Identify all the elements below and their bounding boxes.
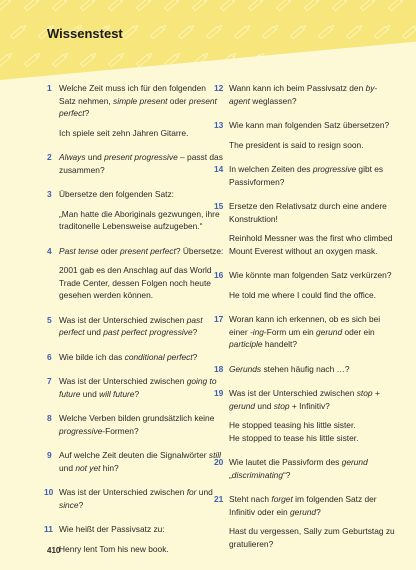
question-7 [47,375,225,400]
question-2 [47,151,225,176]
question-text: Auf welche Zeit deuten die Signalwörter still und not yet hin? [59,450,222,473]
pencil-icon [389,0,405,11]
question-text: Was ist der Unterschied zwischen for und since? [59,487,213,510]
pencil-icon [137,0,153,11]
question-10 [44,486,225,511]
pencil-icon [165,0,181,11]
question-number: 5 [47,314,52,325]
pencil-icon [305,52,321,67]
question-example: He told me where I could find the office. [229,289,376,300]
page-title: Wissenstest [47,26,123,41]
question-13 [214,119,395,151]
question-example: Reinhold Messner was the first who climbed Mount Everest without an oxygen mask. [229,233,393,256]
question-11 [44,523,225,555]
pencil-icon [361,0,377,11]
question-number: 12 [214,83,224,93]
question-number: 9 [47,450,52,460]
pencil-icon [389,52,405,67]
pencil-icon [193,0,209,11]
pencil-icon [347,24,363,39]
pencil-icon [81,0,97,11]
pencil-icon [0,52,13,67]
pencil-icon [11,24,27,39]
question-number: 4 [47,245,52,256]
pencil-icon [333,52,349,67]
question-number: 6 [47,351,52,362]
question-12 [214,82,395,107]
question-number: 21 [214,494,224,504]
question-4 [47,245,225,302]
pencil-icon [81,52,97,67]
question-number: 14 [214,164,224,174]
question-text: Welche Zeit muss ich für den folgenden Satz nehmen, simple present oder present perfect? [59,83,217,118]
pencil-icon [193,52,209,67]
pencil-icon [263,24,279,39]
question-text: Wie bilde ich das conditional perfect? [59,351,198,362]
question-text: Always und present progressive – passt das zusammen? [59,152,223,175]
question-text: Was ist der Unterschied zwischen going to future und will future? [59,376,217,399]
question-text: Past tense oder present perfect? Übersetze: [59,245,224,256]
question-example: 2001 gab es den Anschlag auf das World Trade Center, dessen Folgen noch heute gesehen werden können. [59,265,212,300]
pencil-icon [221,52,237,67]
question-column-right [214,82,395,550]
question-number: 16 [214,270,224,280]
question-text: Welche Verben bilden grundsätzlich keine progressive-Formen? [59,413,215,436]
question-number: 19 [214,388,224,398]
question-21 [214,493,395,550]
question-3 [47,188,225,233]
question-number: 15 [214,201,224,211]
question-text: Wie heißt der Passivsatz zu: [59,524,165,534]
question-text: Woran kann ich erkennen, ob es sich bei einer -ing-Form um ein gerund oder ein participle handelt? [229,314,381,349]
pencil-icon [375,24,391,39]
question-number: 20 [214,457,224,467]
question-text: Was ist der Unterschied zwischen past perfect und past perfect progressive? [59,314,203,337]
question-17 [214,313,395,351]
pencil-icon [137,52,153,67]
question-number: 18 [214,363,224,374]
pencil-icon [235,24,251,39]
question-18 [214,363,395,376]
question-text: Wie kann man folgenden Satz übersetzen? [229,120,390,130]
pencil-icon [319,24,335,39]
pencil-icon [179,24,195,39]
question-text: Gerunds stehen häufig nach …? [229,363,350,374]
pencil-icon [305,0,321,11]
pencil-icon [249,0,265,11]
question-16 [214,269,395,301]
question-number: 10 [44,487,54,497]
pencil-icon [53,0,69,11]
question-8 [47,412,225,437]
question-example: Ich spiele seit zehn Jahren Gitarre. [59,127,189,138]
question-text: Steht nach forget im folgenden Satz der Infinitiv oder ein gerund? [229,494,377,517]
question-number: 1 [47,83,52,93]
pencil-icon [361,52,377,67]
question-number: 11 [44,524,53,534]
pencil-icon [249,52,265,67]
pencil-icon [277,52,293,67]
question-text: Wann kann ich beim Passivsatz den by-agent weglassen? [229,83,378,106]
question-19 [214,387,395,444]
question-number: 17 [214,314,224,324]
question-number: 3 [47,189,52,199]
question-14 [214,163,395,188]
page-number: 410 [47,546,61,555]
question-example: The president is said to resign soon. [229,139,364,150]
pencil-icon [333,0,349,11]
pencil-icon [0,0,13,11]
question-number: 7 [47,376,52,386]
pencil-icon [207,24,223,39]
pencil-icon [277,0,293,11]
question-20 [214,456,395,481]
question-example: Hast du vergessen, Sally zum Geburtstag zu gratulieren? [229,526,395,549]
pencil-icon [151,24,167,39]
question-6 [47,351,225,364]
question-example: He stopped teasing his little sister. He stopped to tease his little sister. [229,420,359,443]
question-column-left [44,82,225,555]
question-text: Wie lautet die Passivform des gerund „discriminating“? [229,457,368,480]
question-text: In welchen Zeiten des progressive gibt es Passivformen? [229,164,384,187]
question-example: „Man hatte die Aboriginals gezwungen, ihre traditonelle Lebensweise aufzugeben.“ [59,208,220,231]
question-number: 13 [214,120,224,130]
question-text: Ersetze den Relativsatz durch eine andere Konstruktion! [229,201,387,224]
question-1 [47,82,225,139]
question-number: 2 [47,152,52,162]
pencil-icon [291,24,307,39]
question-9 [47,449,225,474]
pencil-icon [403,24,416,39]
pencil-icon [25,52,41,67]
pencil-icon [109,52,125,67]
question-text: Übersetze den folgenden Satz: [59,189,175,199]
question-text: Wie könnte man folgenden Satz verkürzen? [229,270,392,280]
question-5 [47,314,225,339]
pencil-icon [25,0,41,11]
question-number: 8 [47,413,52,423]
pencil-icon [123,24,139,39]
question-15 [214,200,395,257]
pencil-icon [165,52,181,67]
pencil-icon [221,0,237,11]
question-example: Henry lent Tom his new book. [59,543,169,554]
pencil-icon [53,52,69,67]
question-text: Was ist der Unterschied zwischen stop + gerund und stop + Infinitiv? [229,388,380,411]
pencil-icon [109,0,125,11]
